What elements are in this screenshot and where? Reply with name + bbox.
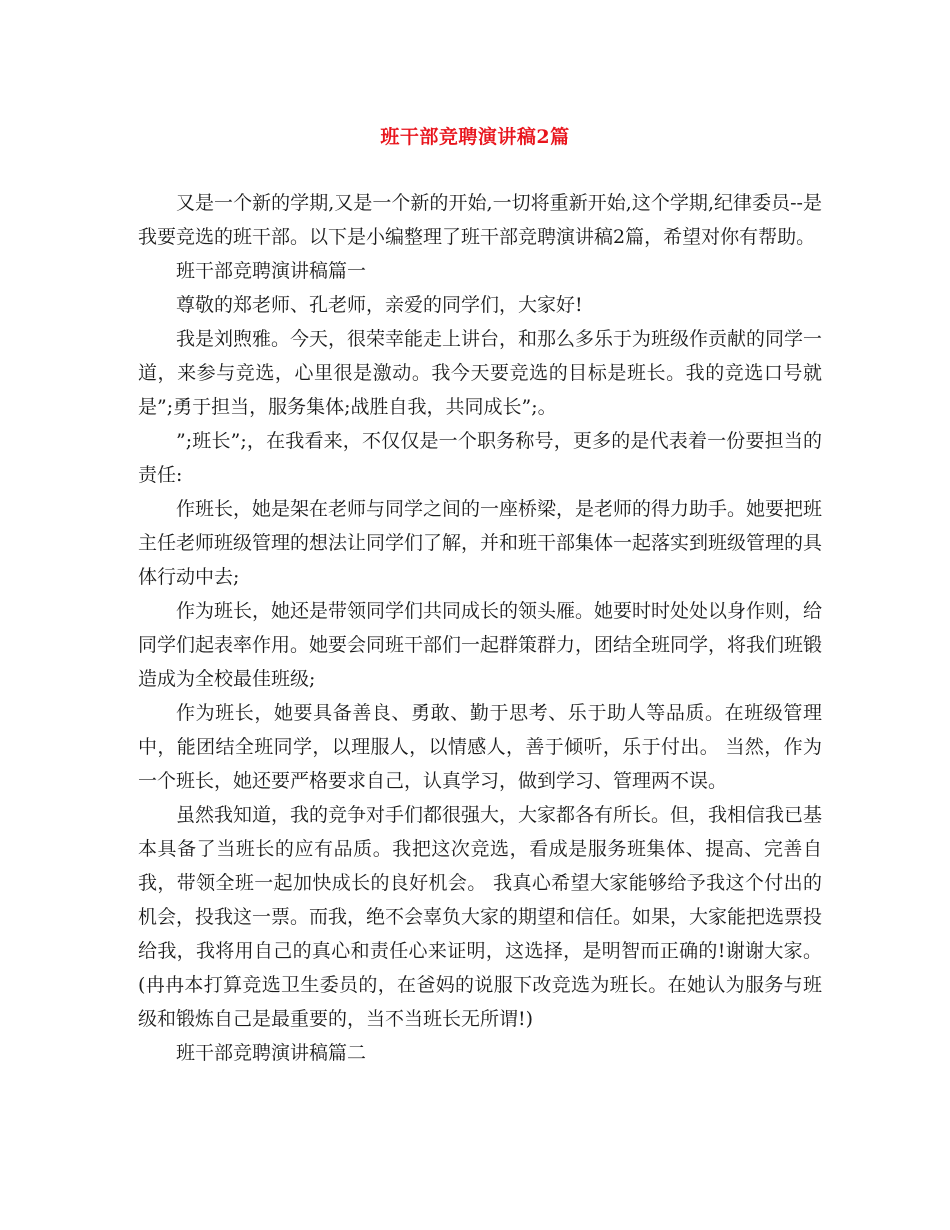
intro-paragraph: 又是一个新的学期,又是一个新的开始,一切将重新开始,这个学期,纪律委员--是我要竞选的班干部。以下是小编整理了班干部竞聘演讲稿2篇，希望对你有帮助。 xyxy=(138,192,822,248)
body-paragraph: ”;班长”;，在我看来，不仅仅是一个职务称号，更多的是代表着一份要担当的责任: xyxy=(138,430,822,486)
greeting-paragraph: 尊敬的郑老师、孔老师，亲爱的同学们，大家好! xyxy=(176,294,583,316)
body-paragraph: 虽然我知道，我的竞争对手们都很强大，大家都各有所长。但，我相信我已基本具备了当班长的应有品质。我把这次竞选，看成是服务班集体、提高、完善自我，带领全班一起加快成长的良好机会。 我真心希望大家能够给予我这个付出的机会，投我这一票。而我，绝不会辜负大家的期望和信任。如果，大家能把选票投给我，我将用自己的真心和责任心来证明，这选择，是明智而正确的!谢谢大家。 (冉冉本打算竞选卫生委员的，在爸妈的说服下改竞选为班长。在她认为服务与班级和锻炼自己是最重要的，当不当班长无所谓!) xyxy=(138,804,823,1030)
body-paragraph: 作为班长，她还是带领同学们共同成长的领头雁。她要时时处处以身作则，给同学们起表率作用。她要会同班干部们一起群策群力，团结全班同学，将我们班锻造成为全校最佳班级; xyxy=(138,600,823,690)
section-heading-two: 班干部竞聘演讲稿篇二 xyxy=(176,1042,367,1064)
document-title: 班干部竞聘演讲稿2篇 xyxy=(380,126,570,148)
section-heading-one: 班干部竞聘演讲稿篇一 xyxy=(176,260,367,282)
body-paragraph: 作为班长，她要具备善良、勇敢、勤于思考、乐于助人等品质。在班级管理中，能团结全班同学，以理服人，以情感人，善于倾听，乐于付出。 当然，作为一个班长，她还要严格要求自己，认真学习，做到学习、管理两不误。 xyxy=(138,702,822,792)
body-paragraph: 作班长，她是架在老师与同学之间的一座桥梁，是老师的得力助手。她要把班主任老师班级管理的想法让同学们了解，并和班干部集体一起落实到班级管理的具体行动中去; xyxy=(138,498,823,588)
body-paragraph: 我是刘煦雅。今天，很荣幸能走上讲台，和那么多乐于为班级作贡献的同学一道，来参与竞选，心里很是激动。我今天要竞选的目标是班长。我的竞选口号就是”;勇于担当，服务集体;战胜自我，共同成长”;。 xyxy=(138,328,823,418)
document-body xyxy=(138,186,822,1070)
